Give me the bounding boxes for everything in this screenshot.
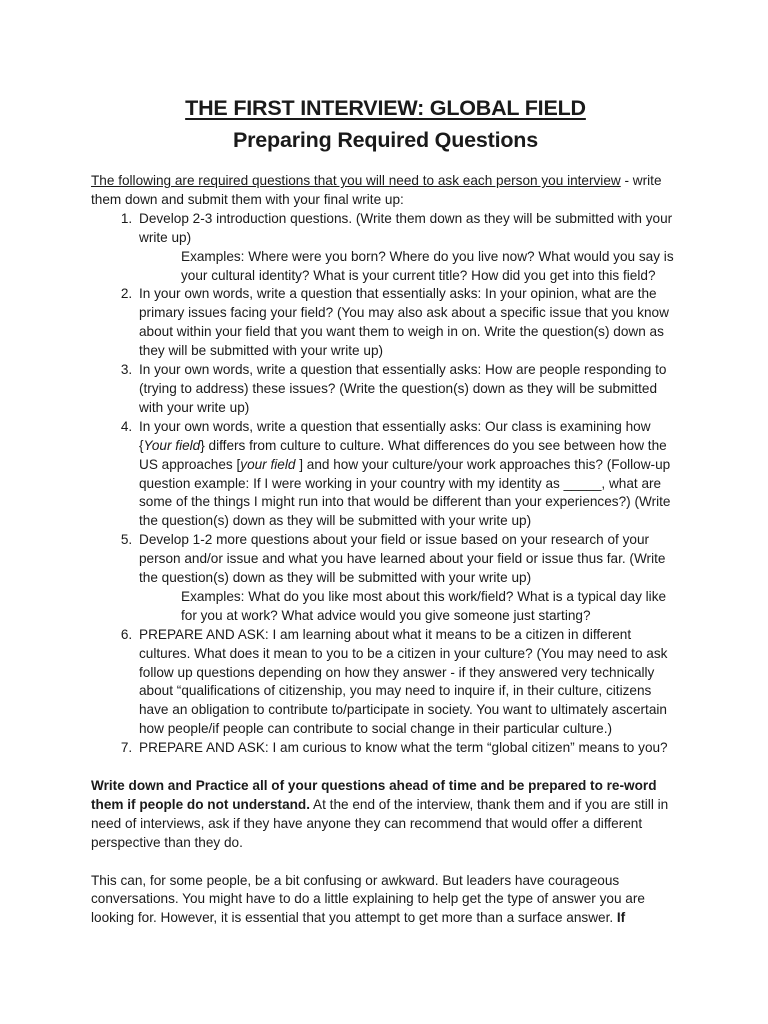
item-text: ] and how your culture/your work approaches this? (Follow-up question example: If I were working in your country with my identity as _____, what are some of the things I might run into that would be different than your experiences?) (Write the question(s) down as they will be submitted with your write up) bbox=[139, 456, 671, 529]
required-questions-list bbox=[91, 210, 680, 758]
item-example: Examples: Where were you born? Where do you live now? What would you say is your cultural identity? What is your current title? How did you get into this field? bbox=[181, 248, 674, 283]
list-item bbox=[136, 361, 680, 418]
closing-text: This can, for some people, be a bit confusing or awkward. But leaders have courageous conversations. You might have to do a little explaining to help get the type of answer you are looking for. However, it is essential that you attempt to get more than a surface answer. bbox=[91, 872, 645, 926]
document-subtitle: Preparing Required Questions bbox=[232, 128, 539, 152]
item-text: In your own words, write a question that essentially asks: In your opinion, what are the primary issues facing your field? (You may also ask about a specific issue that you know about within your field that you want them to weigh in on. Write the question(s) down as they will be submitted with your write up) bbox=[139, 286, 669, 359]
intro-rest: - write them down and submit them with your final write up: bbox=[91, 173, 662, 207]
item-italic: Your field bbox=[143, 437, 201, 453]
list-item bbox=[136, 418, 680, 531]
practice-bold: Write down and Practice all of your questions ahead of time and be prepared to re-word them if people do not understand. bbox=[91, 777, 657, 812]
item-italic: your field bbox=[240, 456, 296, 472]
intro-underlined: The following are required questions that you will need to ask each person you interview bbox=[91, 173, 621, 188]
list-item bbox=[136, 739, 680, 758]
practice-paragraph bbox=[91, 777, 680, 853]
list-item bbox=[136, 210, 680, 286]
item-text: In your own words, write a question that essentially asks: Our class is examining how { bbox=[139, 418, 651, 453]
item-text: PREPARE AND ASK: I am curious to know what the term “global citizen” means to you? bbox=[139, 740, 668, 756]
item-text: Develop 2-3 introduction questions. (Write them down as they will be submitted with your write up) bbox=[139, 210, 673, 245]
document-body bbox=[91, 172, 680, 928]
item-example: Examples: What do you like most about this work/field? What is a typical day like for you at work? What advice would you give someone just starting? bbox=[181, 588, 667, 623]
item-text: } differs from culture to culture. What differences do you see between how the US approaches [ bbox=[139, 437, 667, 472]
list-item bbox=[136, 531, 680, 626]
list-item bbox=[136, 626, 680, 739]
item-text: In your own words, write a question that essentially asks: How are people responding to (trying to address) these issues? (Write the question(s) down as they will be submitted with your write up) bbox=[139, 362, 667, 415]
item-text: PREPARE AND ASK: I am learning about what it means to be a citizen in different cultures. What does it mean to you to be a citizen in your culture? (You may need to ask follow up questions depending on how they answer - if they answered very technically about “qualifications of citizenship, you may need to inquire if, in their culture, citizens have an obligation to contribute to/participate in society. You want to ultimately ascertain how people/if people can contribute to social change in their particular culture.) bbox=[139, 626, 668, 737]
closing-paragraph bbox=[91, 872, 680, 929]
closing-bold-tail: If bbox=[616, 910, 626, 926]
document-title: THE FIRST INTERVIEW: GLOBAL FIELD bbox=[185, 96, 586, 120]
list-item bbox=[136, 285, 680, 361]
intro-paragraph bbox=[91, 172, 680, 210]
practice-rest: At the end of the interview, thank them and if you are still in need of interviews, ask if they have anyone they can recommend that would offer a different perspective than they do. bbox=[91, 796, 669, 850]
item-text: Develop 1-2 more questions about your field or issue based on your research of your person and/or issue and what you have learned about your field or issue thus far. (Write the question(s) down as they will be submitted with your write up) bbox=[139, 532, 666, 586]
